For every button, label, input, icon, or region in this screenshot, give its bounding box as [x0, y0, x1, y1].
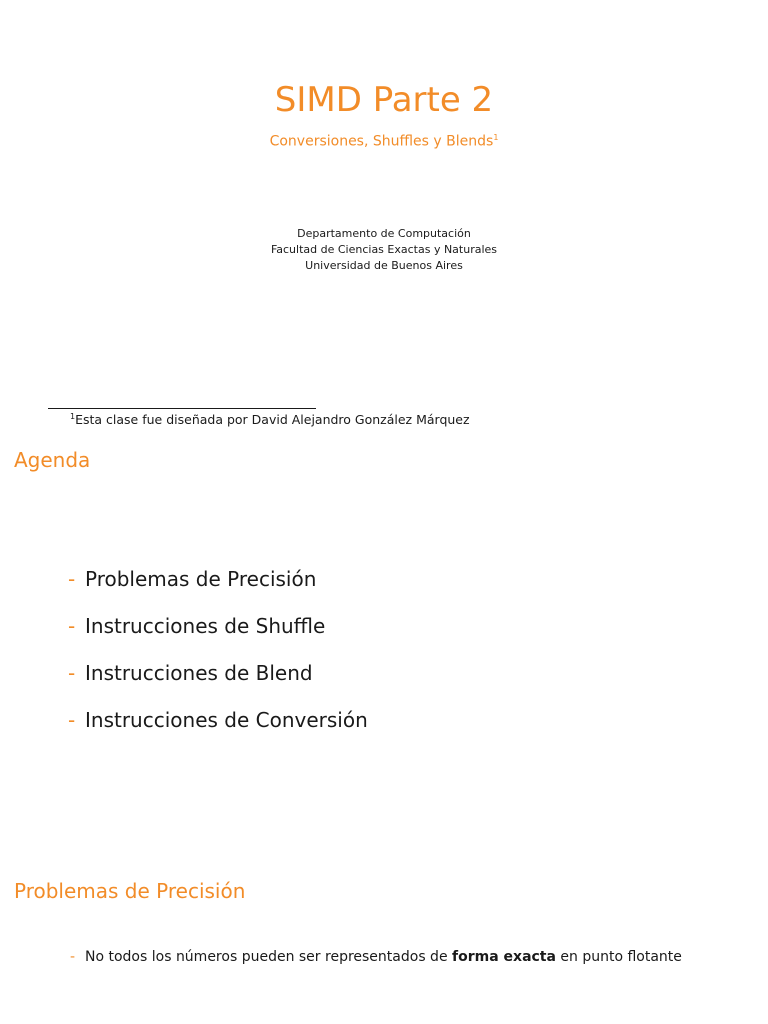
precision-item [70, 946, 682, 968]
agenda-item [68, 563, 368, 610]
footnote [70, 412, 470, 427]
agenda-item [68, 610, 368, 657]
agenda-item [68, 704, 368, 751]
footnote-text: Esta clase fue diseñada por David Alejandro González Márquez [75, 412, 470, 428]
agenda-item [68, 657, 368, 704]
bullet-dash: - [68, 661, 76, 685]
precision-item-text [85, 946, 682, 968]
agenda-item-label: Instrucciones de Shuffle [85, 614, 326, 638]
department-line: Departamento de Computación [297, 227, 471, 240]
title-slide [0, 0, 768, 440]
bullet-dash: - [68, 708, 76, 732]
agenda-item-label: Instrucciones de Blend [85, 661, 313, 685]
university-line: Universidad de Buenos Aires [305, 259, 463, 272]
agenda-item-label: Instrucciones de Conversión [85, 708, 368, 732]
footnote-divider [48, 408, 316, 409]
institution-block [0, 226, 768, 274]
agenda-list [68, 563, 368, 751]
precision-text-after: en punto flotante [555, 949, 682, 965]
precision-title: Problemas de Precisión [14, 879, 246, 903]
precision-text-before: No todos los números pueden ser representados de [85, 949, 453, 965]
bullet-dash: - [68, 567, 76, 591]
precision-list [70, 946, 682, 968]
subtitle-footnote-mark: 1 [493, 133, 499, 142]
faculty-line: Facultad de Ciencias Exactas y Naturales [270, 243, 498, 256]
agenda-title: Agenda [14, 448, 91, 472]
bullet-dash: - [68, 614, 76, 638]
subtitle-text: Conversiones, Shuffles y Blends [269, 133, 494, 150]
bullet-dash: - [70, 949, 76, 965]
precision-text-bold: forma exacta [452, 949, 556, 965]
agenda-item-label: Problemas de Precisión [85, 567, 317, 591]
slide-title: SIMD Parte 2 [274, 80, 494, 120]
slide-subtitle [0, 133, 768, 150]
footnote-mark: 1 [70, 412, 76, 421]
